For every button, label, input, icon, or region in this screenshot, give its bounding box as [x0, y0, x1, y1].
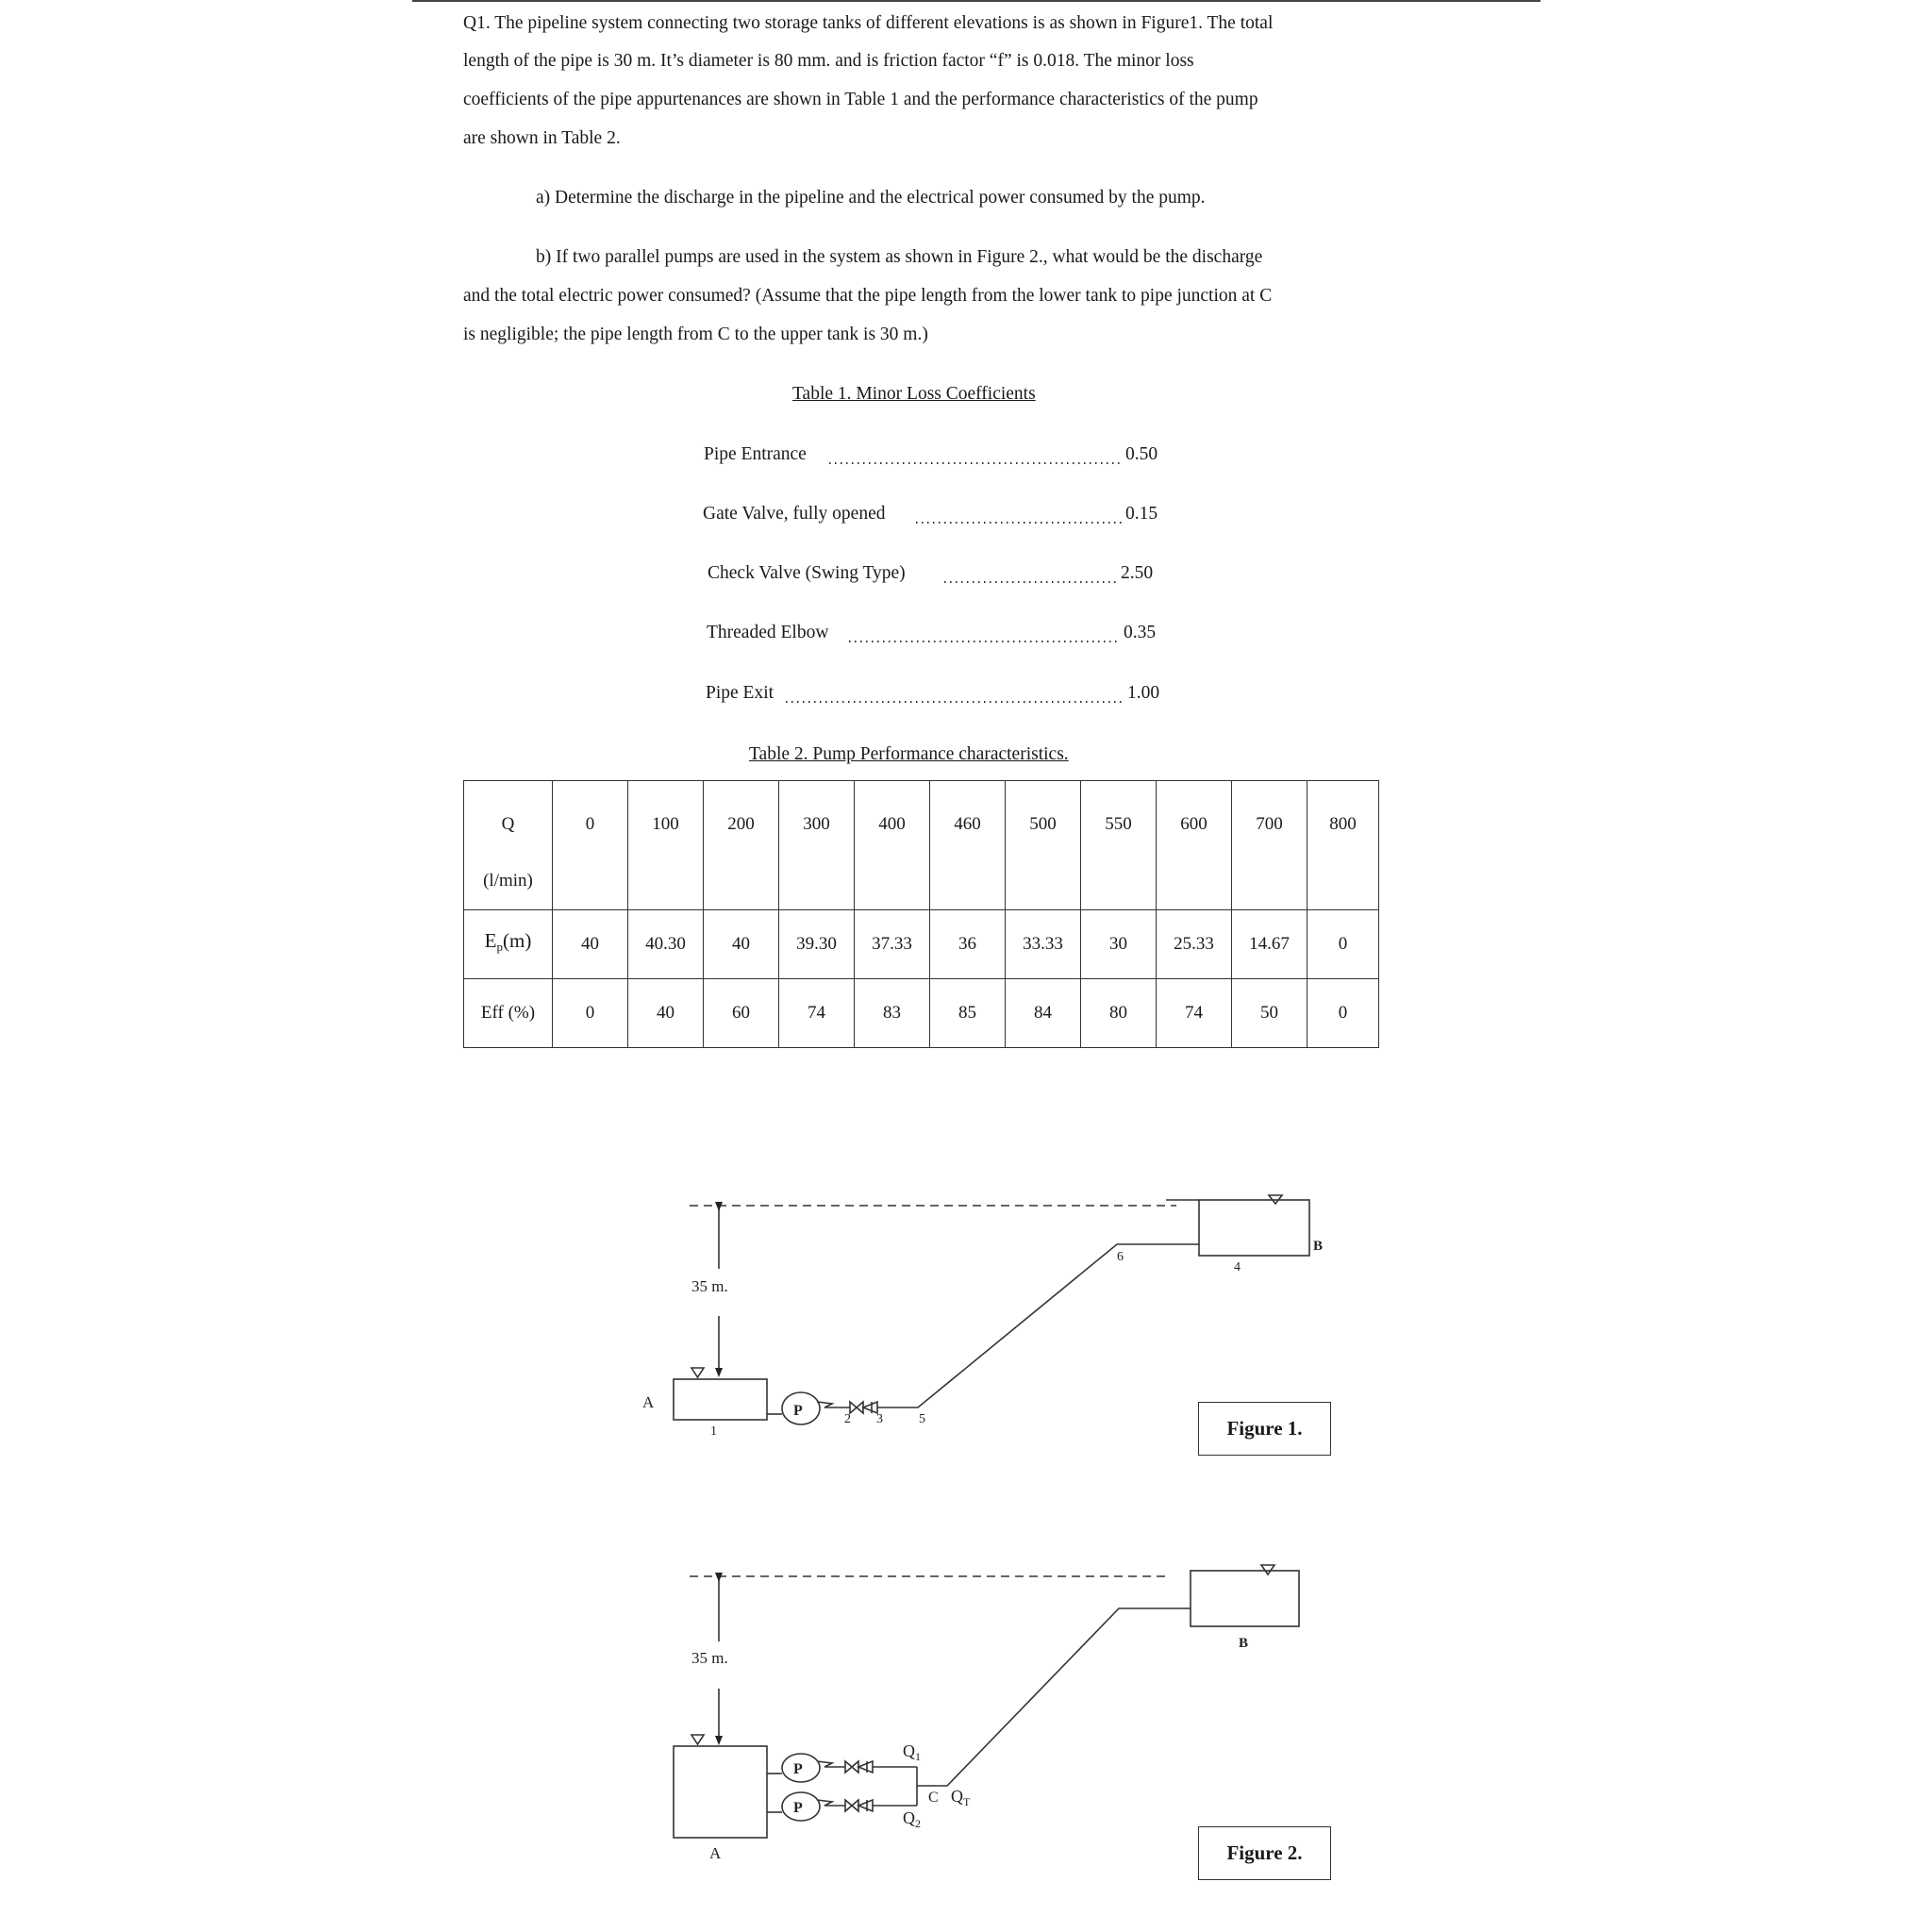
- q-unit: (l/min): [483, 870, 533, 891]
- ep-value: 25.33: [1157, 910, 1232, 979]
- question-line-4: are shown in Table 2.: [463, 128, 621, 148]
- figure-2-caption: Figure 2.: [1198, 1826, 1331, 1880]
- eff-value: 0: [1307, 979, 1379, 1048]
- eff-header-cell: Eff (%): [464, 979, 553, 1048]
- ep-value: 39.30: [779, 910, 855, 979]
- table1-item-label: Pipe Exit: [706, 683, 774, 703]
- question-line-3: coefficients of the pipe appurtenances are shown in Table 1 and the performance characteristics of the pump: [463, 90, 1258, 109]
- point-label: 1: [710, 1424, 717, 1439]
- part-b-line-1: b) If two parallel pumps are used in the system as shown in Figure 2., what would be the discharge: [536, 247, 1263, 267]
- water-level-icon: [1261, 1565, 1274, 1574]
- q1-main: Q: [903, 1741, 915, 1760]
- q2-label: [903, 1808, 921, 1830]
- ep-label-unit: (m): [503, 929, 532, 952]
- eff-value: 74: [779, 979, 855, 1048]
- point-label: 6: [1117, 1250, 1124, 1264]
- table1-item-value: 1.00: [1127, 683, 1160, 703]
- check-valve-icon: [863, 1402, 877, 1413]
- tank-b-label: B: [1313, 1239, 1324, 1254]
- eff-value: 0: [553, 979, 628, 1048]
- point-label: 4: [1234, 1260, 1241, 1274]
- eff-value: 80: [1081, 979, 1157, 1048]
- ep-value: 36: [930, 910, 1006, 979]
- q-value: 300: [779, 781, 855, 910]
- pump-label: P: [793, 1403, 803, 1419]
- q2-sub: 2: [915, 1817, 921, 1830]
- table1-caption: Table 1. Minor Loss Coefficients: [792, 384, 1036, 404]
- height-label: 35 m.: [691, 1277, 728, 1295]
- pipeline: [877, 1244, 1199, 1407]
- table1-item-label: Threaded Elbow: [707, 623, 829, 642]
- table1-item-label: Check Valve (Swing Type): [708, 563, 906, 583]
- table1-item-value: 0.50: [1125, 444, 1158, 464]
- water-level-icon: [691, 1735, 704, 1744]
- ep-label-sub: p: [496, 940, 503, 954]
- q1-sub: 1: [915, 1750, 921, 1763]
- point-label: 2: [844, 1412, 851, 1426]
- table1-item-label: Pipe Entrance: [704, 444, 807, 464]
- q-value: 700: [1232, 781, 1307, 910]
- table1-item-value: 2.50: [1121, 563, 1154, 583]
- eff-value: 60: [704, 979, 779, 1048]
- eff-value: 85: [930, 979, 1006, 1048]
- check-valve-icon: [858, 1761, 873, 1773]
- eff-value: 40: [628, 979, 704, 1048]
- ep-value: 14.67: [1232, 910, 1307, 979]
- eff-value: 84: [1006, 979, 1081, 1048]
- q-value: 800: [1307, 781, 1379, 910]
- qt-main: Q: [951, 1787, 963, 1806]
- point-label: 3: [876, 1412, 883, 1426]
- eff-value: 83: [855, 979, 930, 1048]
- part-b-line-3: is negligible; the pipe length from C to the upper tank is 30 m.): [463, 325, 928, 344]
- pump-label: P: [793, 1800, 803, 1816]
- q-value: 550: [1081, 781, 1157, 910]
- tank-a: [674, 1379, 767, 1420]
- pump-label: P: [793, 1761, 803, 1777]
- pipeline: [917, 1608, 1191, 1786]
- table2-caption: Table 2. Pump Performance characteristics.: [749, 744, 1069, 764]
- qt-label: [951, 1787, 971, 1808]
- q1-label: [903, 1741, 921, 1763]
- check-valve-icon: [858, 1800, 873, 1811]
- q-value: 400: [855, 781, 930, 910]
- question-line-2: length of the pipe is 30 m. It’s diameter is 80 mm. and is friction factor “f” is 0.018. The minor loss: [463, 51, 1194, 71]
- junction-label: C: [928, 1790, 939, 1806]
- tank-a-label: A: [642, 1393, 655, 1411]
- eff-value: 74: [1157, 979, 1232, 1048]
- part-b-line-2: and the total electric power consumed? (Assume that the pipe length from the lower tank to pipe junction at C: [463, 286, 1273, 306]
- tank-b: [1199, 1200, 1309, 1256]
- figure-2-schematic: [674, 1565, 1299, 1838]
- tank-b-label: B: [1239, 1636, 1249, 1651]
- eff-value: 50: [1232, 979, 1307, 1048]
- question-line-1: Q1. The pipeline system connecting two storage tanks of different elevations is as shown in Figure1. The total: [463, 13, 1274, 33]
- qt-sub: T: [963, 1795, 971, 1808]
- q-value: 0: [553, 781, 628, 910]
- q-value: 600: [1157, 781, 1232, 910]
- q-label: Q: [501, 813, 515, 834]
- ep-label: E: [484, 929, 497, 952]
- height-label: 35 m.: [691, 1649, 728, 1667]
- figure-1-schematic: [674, 1195, 1309, 1424]
- figure-1-caption: Figure 1.: [1198, 1402, 1331, 1456]
- ep-value: 37.33: [855, 910, 930, 979]
- tank-b: [1191, 1571, 1299, 1626]
- q-value: 500: [1006, 781, 1081, 910]
- part-a-text: a) Determine the discharge in the pipeline and the electrical power consumed by the pump.: [536, 188, 1206, 208]
- ep-value: 33.33: [1006, 910, 1081, 979]
- figure-2-labels: [691, 1636, 1248, 1862]
- tank-a-label: A: [709, 1844, 722, 1862]
- table1-item-label: Gate Valve, fully opened: [703, 504, 886, 524]
- ep-value: 40: [704, 910, 779, 979]
- q-value: 200: [704, 781, 779, 910]
- ep-value: 40: [553, 910, 628, 979]
- q2-main: Q: [903, 1808, 915, 1827]
- q-value: 100: [628, 781, 704, 910]
- q-value: 460: [930, 781, 1006, 910]
- tank-a: [674, 1746, 767, 1838]
- ep-value: 30: [1081, 910, 1157, 979]
- water-level-icon: [691, 1368, 704, 1377]
- ep-value: 0: [1307, 910, 1379, 979]
- table1-item-value: 0.35: [1124, 623, 1157, 642]
- ep-value: 40.30: [628, 910, 704, 979]
- table1-item-value: 0.15: [1125, 504, 1158, 524]
- point-label: 5: [919, 1412, 925, 1426]
